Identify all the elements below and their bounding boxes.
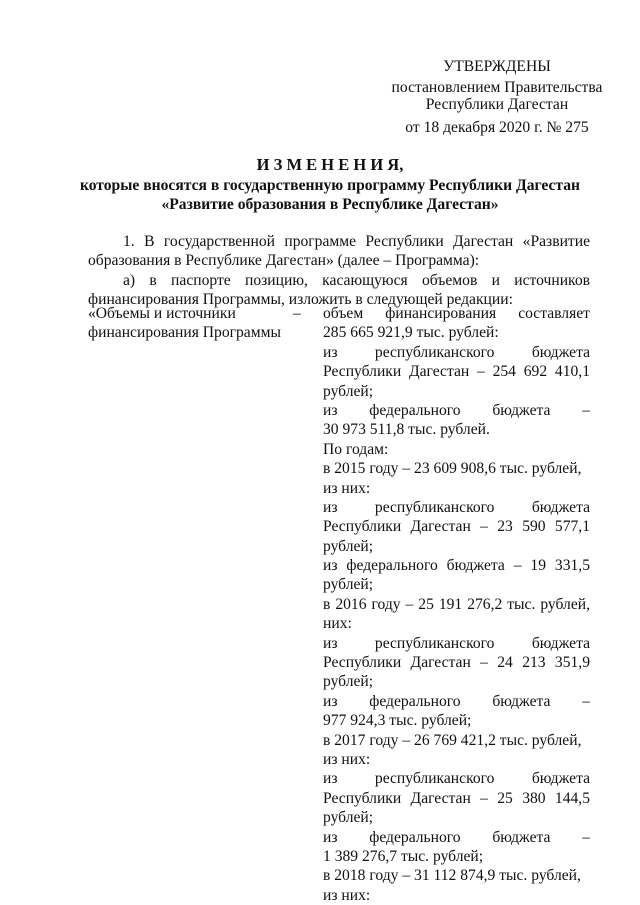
right-cell-line: в 2015 году – 23 609 908,6 тыс. рублей, xyxy=(323,460,582,478)
right-cell-line: в 2016 году – 25 191 276,2 тыс. рублей, xyxy=(323,595,590,613)
left-cell-line: финансирования Программы xyxy=(88,324,281,342)
paragraph-line: образования в Республике Дагестан» (далее – Программа): xyxy=(88,252,480,270)
right-cell-line: из них: xyxy=(323,750,371,768)
right-cell-line: из федерального бюджета – xyxy=(323,401,590,419)
right-cell-line: Республики Дагестан – 25 380 144,5 xyxy=(323,789,590,807)
right-cell-line: рублей; xyxy=(323,537,374,555)
right-cell-line: Республики Дагестан – 254 692 410,1 xyxy=(323,363,590,381)
paragraph-line: 1. В государственной программе Республики Дагестан «Развитие xyxy=(123,233,590,250)
table-left-cell xyxy=(88,304,318,343)
right-cell-line: рублей; xyxy=(323,382,374,400)
right-cell-line: из них: xyxy=(323,479,371,497)
right-cell-line: из республиканского бюджета xyxy=(323,343,590,361)
approval-date-number: от 18 декабря 2020 г. № 275 xyxy=(405,119,589,136)
right-cell-line: рублей; xyxy=(323,809,374,827)
right-cell-line: из них: xyxy=(323,886,371,904)
right-cell-line: 30 973 511,8 тыс. рублей. xyxy=(323,421,490,439)
right-cell-line: рублей; xyxy=(323,576,374,594)
right-cell-line: из республиканского бюджета xyxy=(323,770,590,788)
right-cell-line: объем финансирования составляет xyxy=(323,305,590,322)
right-cell-line: Республики Дагестан – 24 213 351,9 xyxy=(323,654,590,672)
paragraph-line: а) в паспорте позицию, касающуюся объемов и источников xyxy=(123,271,590,289)
right-cell-line: из республиканского бюджета xyxy=(323,634,590,652)
right-cell-line: из федерального бюджета – xyxy=(323,828,590,846)
document-subtitle-2: «Развитие образования в Республике Дагестан» xyxy=(161,196,499,213)
amendment-paragraph xyxy=(88,232,590,310)
right-cell-line: 1 389 276,7 тыс. рублей; xyxy=(323,847,484,865)
table-right-cell xyxy=(323,304,590,905)
right-cell-line: рублей; xyxy=(323,673,374,691)
document-subtitle-1: которые вносятся в государственную программу Республики Дагестан xyxy=(79,177,581,194)
right-cell-line: По годам: xyxy=(323,440,389,458)
paragraph-line: финансирования Программы, изложить в следующей редакции: xyxy=(88,291,513,309)
right-cell-line: из республиканского бюджета xyxy=(323,498,590,516)
approval-line-1: постановлением Правительства xyxy=(391,79,603,96)
right-cell-line: из федерального бюджета – xyxy=(323,692,590,710)
approval-line-2: Республики Дагестан xyxy=(425,96,569,113)
document-title: И З М Е Н Е Н И Я, xyxy=(256,155,404,174)
right-cell-line: в 2017 году – 26 769 421,2 тыс. рублей, xyxy=(323,731,582,749)
right-cell-line: них: xyxy=(323,615,352,633)
right-cell-line: 977 924,3 тыс. рублей; xyxy=(323,712,472,730)
right-cell-line: в 2018 году – 31 112 874,9 тыс. рублей, xyxy=(323,867,581,885)
right-cell-line: Республики Дагестан – 23 590 577,1 xyxy=(323,518,590,536)
left-cell-line: «Объемы и источники xyxy=(88,305,236,322)
table-dash: – xyxy=(293,305,301,322)
right-cell-line: из федерального бюджета – 19 331,5 xyxy=(323,557,590,575)
approval-heading: УТВЕРЖДЕНЫ xyxy=(443,58,551,75)
right-cell-line: 285 665 921,9 тыс. рублей: xyxy=(323,324,499,342)
